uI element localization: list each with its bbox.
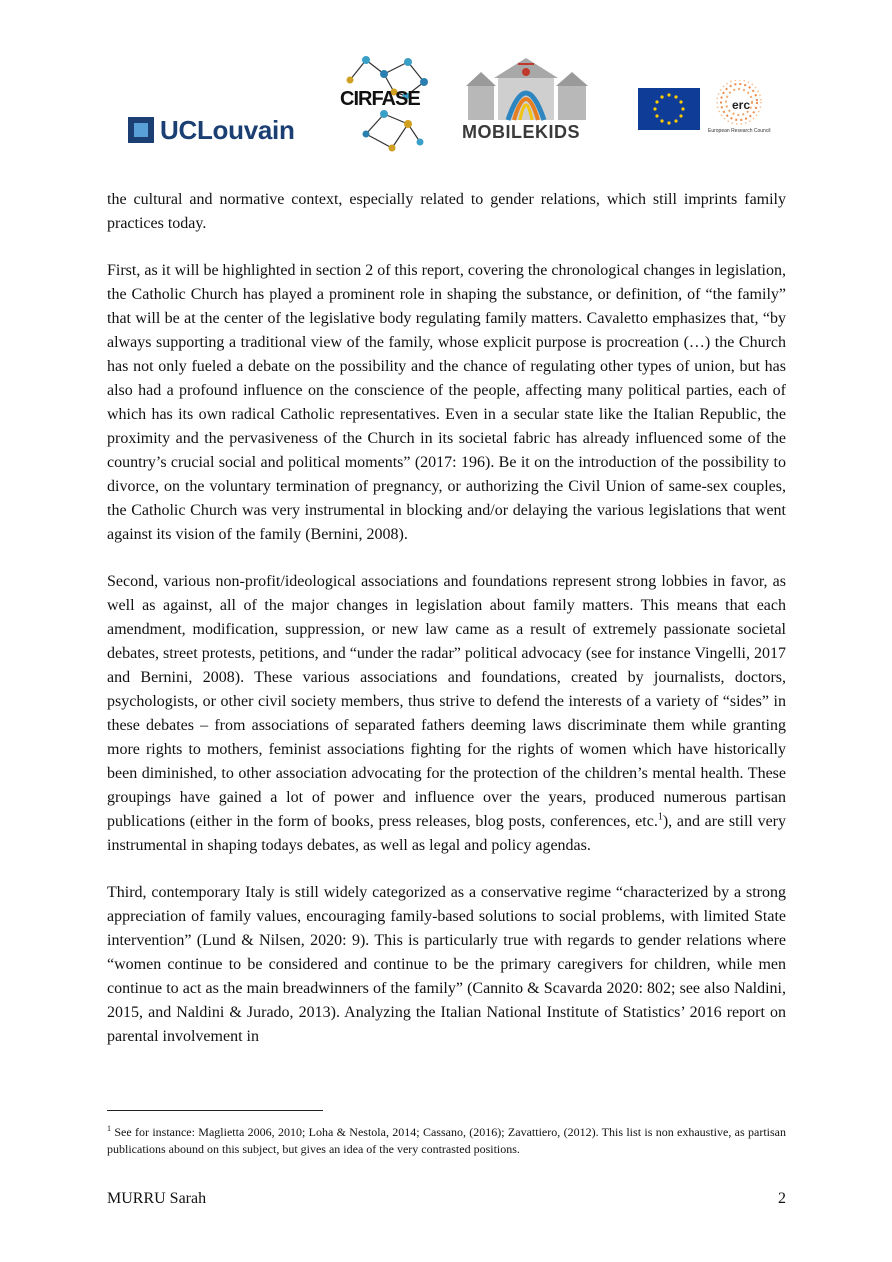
erc-logo xyxy=(706,80,772,142)
body-paragraph: First, as it will be highlighted in section 2 of this report, covering the chronological changes in legislation, the Catholic Church has played a prominent role in shaping the substance, or definition, of “the family” that will be at the center of the legislative body regulating family matters. Cavaletto emphasizes that, “by always supporting a traditional view of the family, whose explicit purpose is procreation (…) the Church has not only fueled a debate on the possibility and the chance of regulating other types of union, but has also had a profound influence on the conscience of the people, affecting many political parties, each of which has its own radical Catholic representatives. Even in a secular state like the Italian Republic, the proximity and the pervasiveness of the Church in its societal fabric has already influenced some of the country’s crucial social and political moments” (2017: 196). Be it on the introduction of the possibility to divorce, on the voluntary termination of pregnancy, or authorizing the Civil Union of same-sex couples, the Catholic Church was very instrumental in blocking and/or delaying the various legislations that went against its vision of the family (Bernini, 2008). xyxy=(107,262,786,543)
footnote-number: 1 xyxy=(107,1124,111,1133)
uclouvain-logo xyxy=(128,114,295,146)
body-paragraph: the cultural and normative context, especially related to gender relations, which still imprints family practices today. xyxy=(107,191,786,232)
cirfase-logo xyxy=(336,52,432,152)
body-paragraph: Third, contemporary Italy is still widely categorized as a conservative regime “characterized by a strong appreciation of family values, encouraging family-based solutions to social problems, with limited State intervention” (Lund & Nilsen, 2020: 9). This is particularly true with regards to gender relations where “women continue to be considered and continue to be the primary caregivers for children, while men continue to act as the main breadwinners of the family” (Cannito & Scavarda 2020: 802; see also Naldini, 2015, and Naldini & Jurado, 2013). Analyzing the Italian National Institute of Statistics’ 2016 report on parental involvement in xyxy=(107,884,786,1045)
uclouvain-logo-text: UCLouvain xyxy=(160,114,295,145)
uclouvain-mark-icon xyxy=(128,117,154,143)
page-body xyxy=(107,188,786,1072)
paragraph-text: Second, various non-profit/ideological associations and foundations represent strong lobbies in favor, as well as against, all of the major changes in legislation about family matters. This means that each amendment, modification, suppression, or new law came as a result of extremely passionate societal debates, street protests, petitions, and “under the radar” political advocacy (see for instance Vingelli, 2017 and Bernini, 2008). These various associations and foundations, created by journalists, doctors, psychologists, or other civil society members, thus strive to defend the interests of a variety of “sides” in these debates – from associations of separated fathers deeming laws discriminate them while granting more rights to mothers, feminist associations fighting for the rights of women which have historically been diminished, to other association advocating for the protection of the children’s mental health. These groupings have gained a lot of power and influence over the years, produced numerous partisan publications (either in the form of books, press releases, blog posts, conferences, etc. xyxy=(107,573,786,830)
mobilekids-logo-text: MOBILEKIDS xyxy=(462,122,581,142)
mobilekids-logo xyxy=(458,56,598,148)
footnote xyxy=(107,1124,786,1158)
body-paragraph-with-note xyxy=(107,570,786,858)
erc-logo-text: erc xyxy=(732,98,751,112)
footnote-divider xyxy=(107,1110,323,1111)
erc-logo-subtitle: European Research Council xyxy=(708,128,771,134)
mobilekids-houses-icon xyxy=(458,56,598,122)
footnote-text: See for instance: Maglietta 2006, 2010; Loha & Nestola, 2014; Cassano, (2016); Zavattiero, (2012). This list is non exhaustive, as partisan publications abound on this subject, but gives an idea of the very contrasted positions. xyxy=(107,1125,786,1156)
paragraph-text: ), and are still very instrumental in shaping todays debates, as well as legal and policy agendas. xyxy=(107,813,786,854)
cirfase-logo-text: CIRFASE xyxy=(340,88,420,110)
footnote-reference[interactable]: 1 xyxy=(657,811,663,823)
page-number: 2 xyxy=(778,1190,786,1207)
eu-flag-icon xyxy=(638,88,700,130)
page-header xyxy=(0,52,892,162)
footer-author: MURRU Sarah xyxy=(107,1190,207,1207)
